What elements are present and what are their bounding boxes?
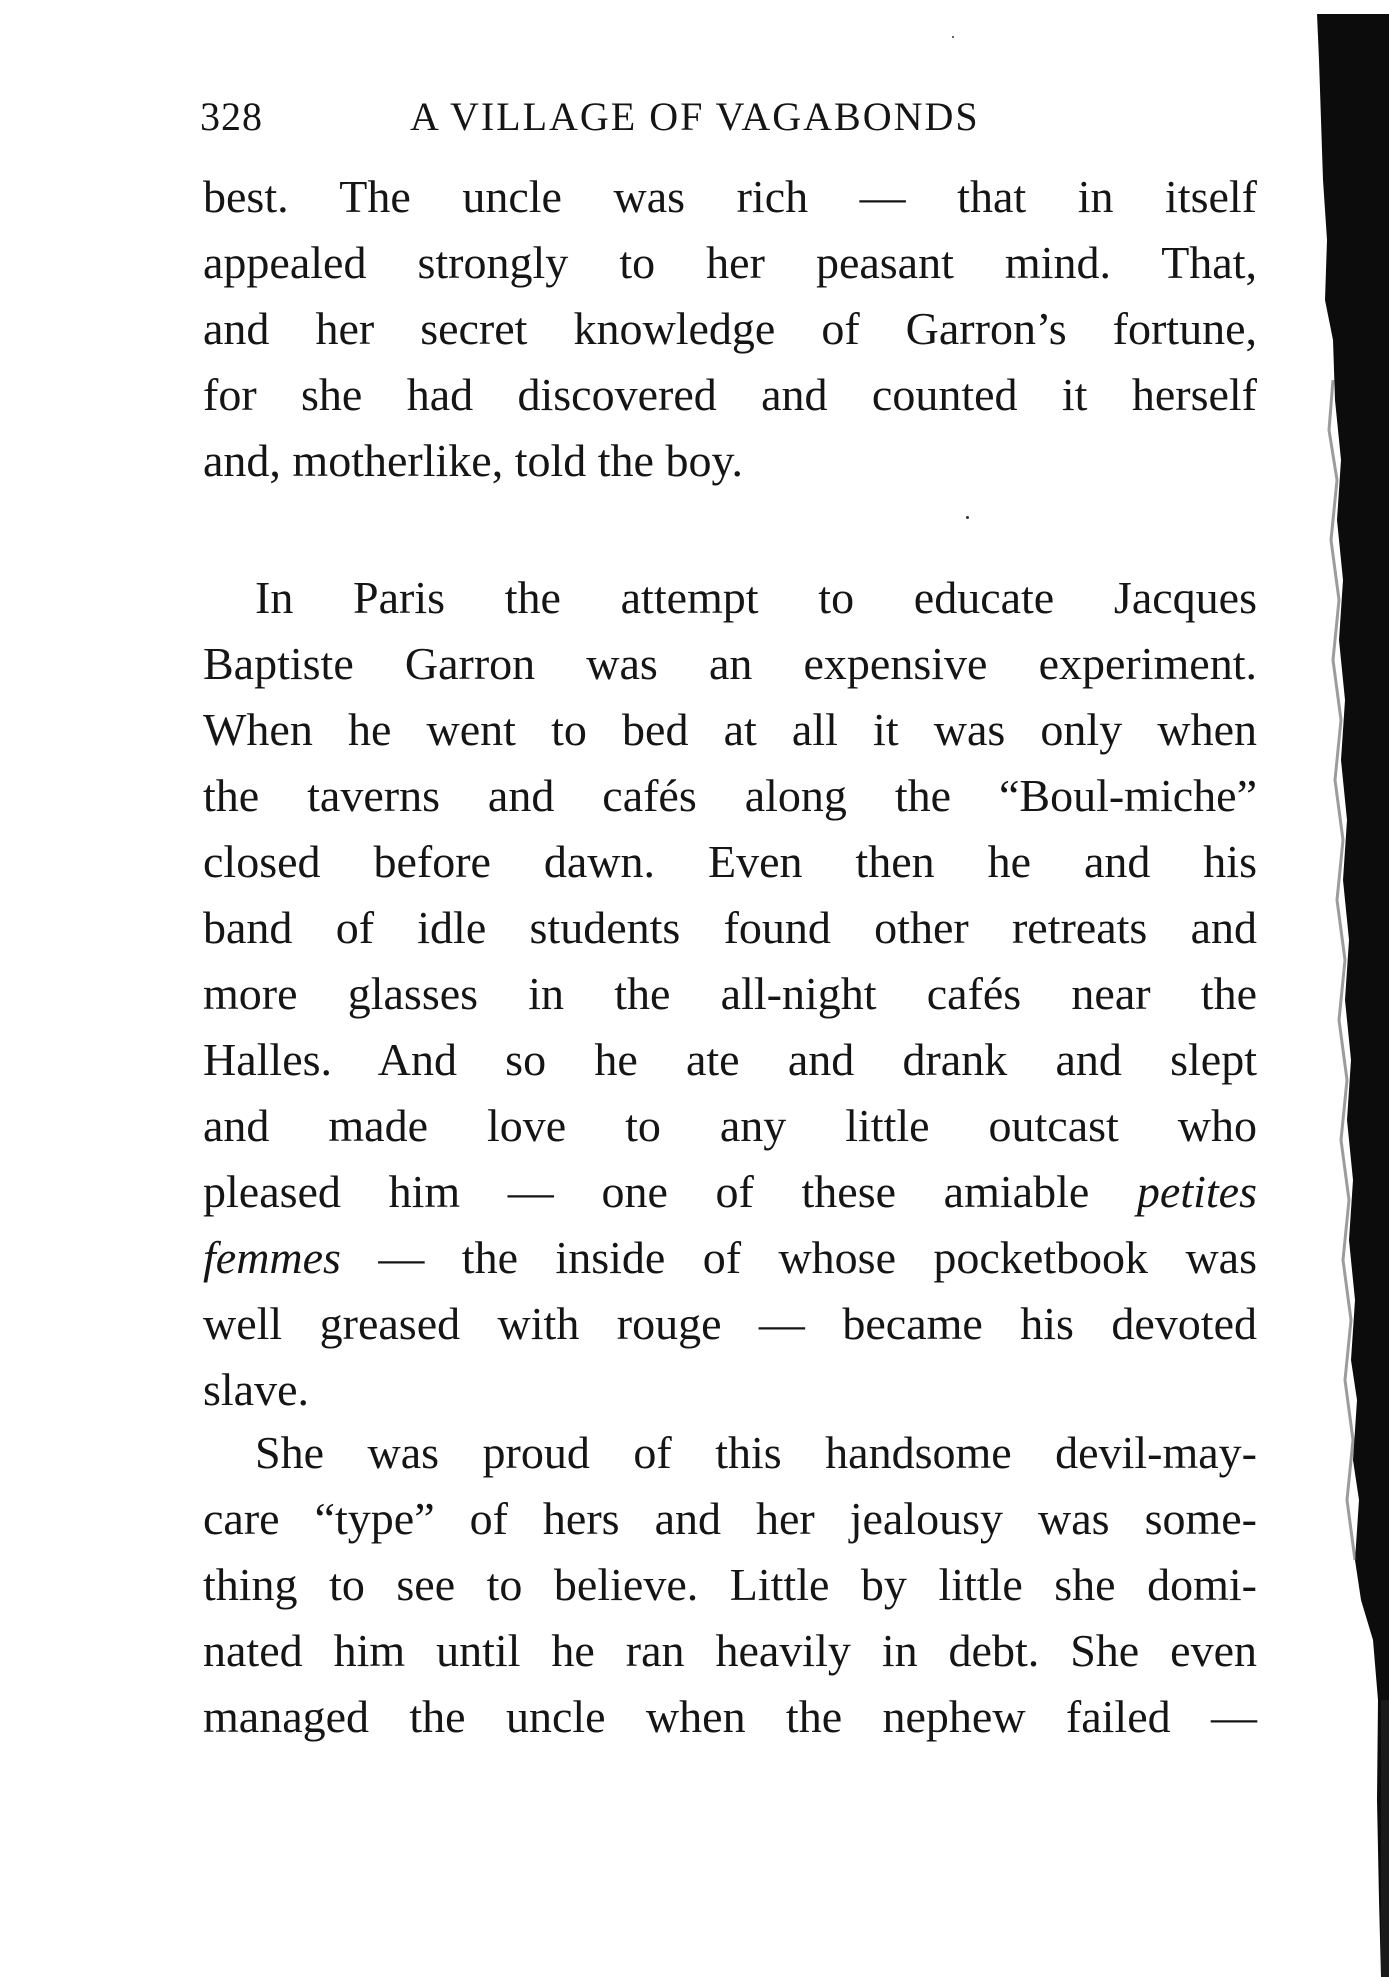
text-line: appealed strongly to her peasant mind. That, (203, 237, 1257, 288)
text-line: for she had discovered and counted it herself (203, 369, 1257, 420)
text-line-with-italic (203, 1159, 1257, 1225)
book-title: A VILLAGE OF VAGABONDS (410, 94, 980, 139)
page-number: 328 (200, 94, 263, 139)
text-line: slave. (203, 1364, 310, 1415)
text-line: best. The uncle was rich — that in itself (203, 171, 1257, 222)
text-line-content: In Paris the attempt to educate Jacques (255, 572, 1257, 623)
text-line: closed before dawn. Even then he and his (203, 836, 1257, 887)
print-speck (966, 516, 969, 519)
page-binding-shadow (1303, 0, 1389, 1977)
text-line: and made love to any little outcast who (203, 1100, 1257, 1151)
paragraph-2 (203, 565, 1257, 1423)
text-line: managed the uncle when the nephew failed — (203, 1691, 1257, 1742)
text-line: more glasses in the all-night cafés near the (203, 968, 1257, 1019)
italic-phrase: femmes (203, 1232, 341, 1283)
text-line: care “type” of hers and her jealousy was some- (203, 1493, 1257, 1544)
text-line: Baptiste Garron was an expensive experiment. (203, 638, 1257, 689)
text-line: and, motherlike, told the boy. (203, 435, 743, 486)
text-segment: pleased him — one of these amiable (203, 1166, 1090, 1217)
paragraph-3 (203, 1420, 1257, 1750)
text-line: the taverns and cafés along the “Boul-miche” (203, 770, 1257, 821)
text-line-with-italic (203, 1225, 1257, 1291)
text-line: band of idle students found other retreats and (203, 902, 1257, 953)
paragraph-1 (203, 164, 1257, 494)
text-segment: — the inside of whose pocketbook was (378, 1232, 1257, 1283)
text-line: thing to see to believe. Little by little she domi- (203, 1559, 1257, 1610)
running-head (200, 92, 1060, 142)
print-speck (952, 36, 954, 38)
text-line: well greased with rouge — became his devoted (203, 1298, 1257, 1349)
italic-phrase: petites (1136, 1166, 1257, 1217)
text-line: nated him until he ran heavily in debt. She even (203, 1625, 1257, 1676)
text-line-indented (203, 1420, 1257, 1486)
text-line: and her secret knowledge of Garron’s fortune, (203, 303, 1257, 354)
text-line: When he went to bed at all it was only when (203, 704, 1257, 755)
text-line: Halles. And so he ate and drank and slept (203, 1034, 1257, 1085)
text-line-content: She was proud of this handsome devil-may- (255, 1427, 1257, 1478)
binding-shadow-graphic (1303, 0, 1389, 1977)
text-line-indented (203, 565, 1257, 631)
